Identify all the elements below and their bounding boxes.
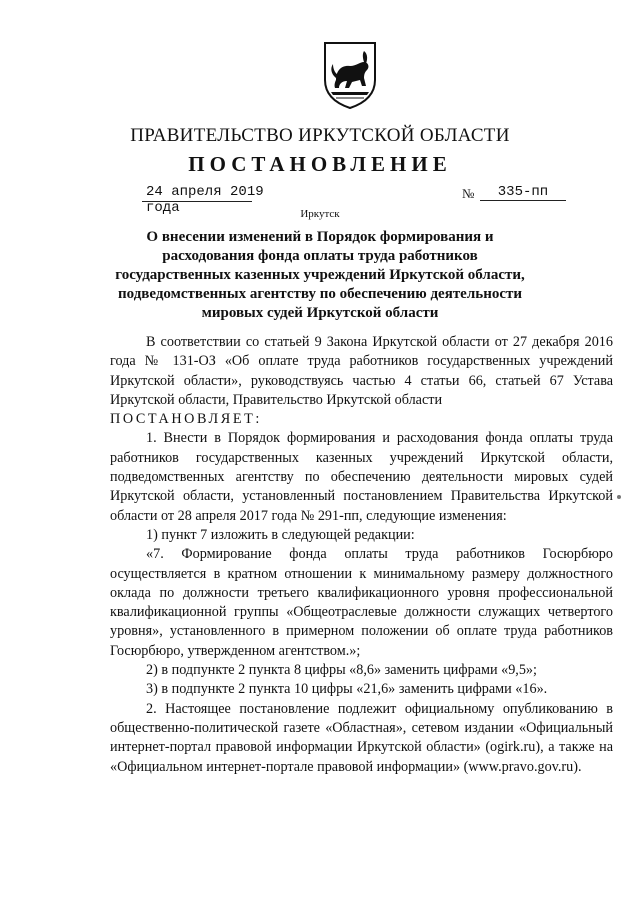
subitem-2-paragraph: 2) в подпункте 2 пункта 8 цифры «8,6» заменить цифрами «9,5»; xyxy=(146,662,537,679)
number-sign: № xyxy=(462,186,475,201)
document-type: ПОСТАНОВЛЕНИЕ xyxy=(188,152,452,176)
document-date: 24 апреля 2019 года xyxy=(146,184,264,216)
preamble-paragraph: В соответствии со статьей 9 Закона Иркутской области от 27 декабря 2016 года № 131-ОЗ «Об оплате труда работников государственных учреждений Иркутской области», руководствуясь частью 4 статьи 66, статьей 67 Устава Иркутской области, Правительство Иркутской области xyxy=(110,334,613,408)
resolves-heading: ПОСТАНОВЛЯЕТ: xyxy=(110,411,262,428)
document-body xyxy=(110,333,613,777)
document-title: О внесении изменений в Порядок формирования и расходования фонда оплаты труда работников государственных казенных учреждений Иркутской области, подведомственных агентству по обеспечению деятельности мировых судей Иркутской области xyxy=(115,229,525,321)
subitem-1-paragraph: 1) пункт 7 изложить в следующей редакции: xyxy=(146,526,415,543)
irkutsk-coat-of-arms-icon xyxy=(322,40,378,110)
city-name: Иркутск xyxy=(300,208,340,220)
document-number: 335-пп xyxy=(480,184,566,201)
scan-speck xyxy=(617,495,621,499)
quoted-text-paragraph: «7. Формирование фонда оплаты труда работников Госюрбюро осуществляется в кратном отношении к минимальному размеру должностного оклада по должности третьего квалификационного уровня профессиональной квалификационной группы «Общеотраслевые должности служащих четвертого уровня», установленного в примерном положении об оплате труда работников Госюрбюро, утвержденном агентством.»; xyxy=(110,546,613,659)
subitem-3-paragraph: 3) в подпункте 2 пункта 10 цифры «21,6» заменить цифрами «16». xyxy=(146,681,548,698)
item-2-paragraph: 2. Настоящее постановление подлежит официальному опубликованию в общественно-политической газете «Областная», сетевом издании «Официальный интернет-портал правовой информации Иркутской области» (ogirk.ru), а также на «Официальном интернет-портале правовой информации» (www.pravo.gov.ru). xyxy=(110,700,613,775)
date-underline xyxy=(142,201,252,202)
item-1-paragraph: 1. Внести в Порядок формирования и расходования фонда оплаты труда работников государственных казенных учреждений Иркутской области, подведомственных агентству по обеспечению деятельности мировых судей Иркутской области, установленный постановлением Правительства Иркутской области от 28 апреля 2017 года № 291-пп, следующие изменения: xyxy=(110,430,613,524)
organization-name: ПРАВИТЕЛЬСТВО ИРКУТСКОЙ ОБЛАСТИ xyxy=(130,125,510,146)
